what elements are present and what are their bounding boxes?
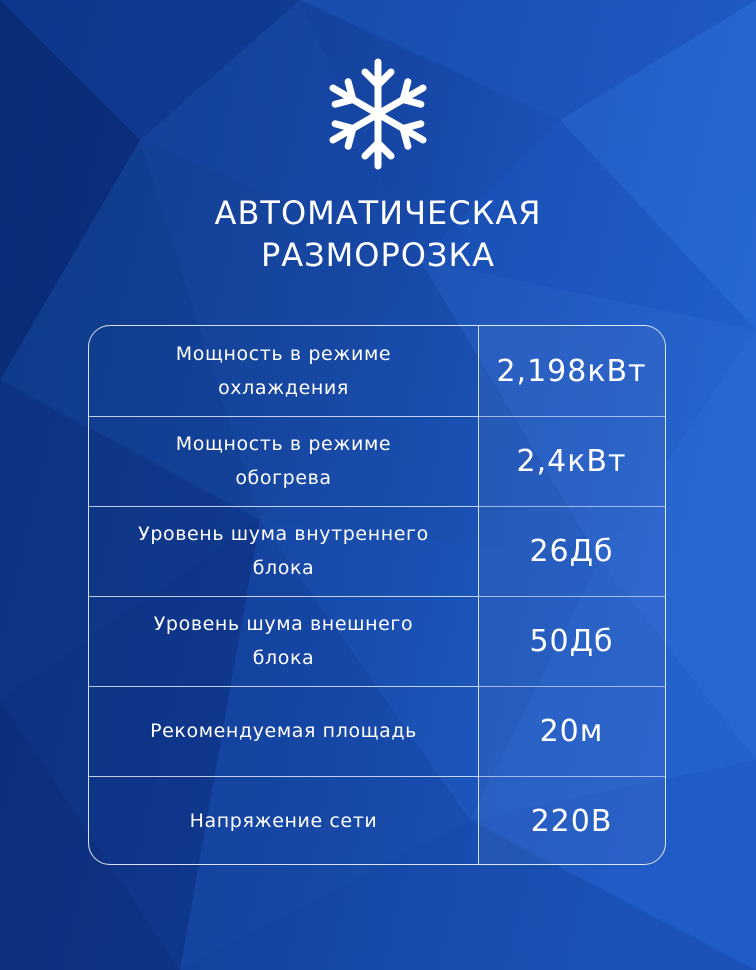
spec-label: Мощность в режиме обогрева bbox=[175, 433, 392, 489]
title-line-1: АВТОМАТИЧЕСКАЯ bbox=[214, 194, 542, 232]
spec-label: Мощность в режиме охлаждения bbox=[175, 343, 392, 399]
spec-row-voltage bbox=[89, 776, 665, 865]
spec-label: Рекомендуемая площадь bbox=[150, 720, 417, 742]
spec-label: Напряжение сети bbox=[189, 810, 378, 832]
spec-value: 50Дб bbox=[478, 596, 665, 686]
spec-row-recommended-area bbox=[89, 686, 665, 777]
page-title bbox=[0, 192, 756, 276]
spec-row-outdoor-noise bbox=[89, 596, 665, 687]
snowflake-icon bbox=[318, 58, 438, 170]
spec-value: 2,198кВт bbox=[478, 326, 665, 416]
spec-row-heating-power bbox=[89, 416, 665, 507]
spec-value: 20м bbox=[478, 686, 665, 776]
spec-label: Уровень шума внутреннего блока bbox=[138, 523, 429, 579]
spec-value: 220В bbox=[478, 776, 665, 865]
spec-row-indoor-noise bbox=[89, 506, 665, 597]
spec-value: 2,4кВт bbox=[478, 416, 665, 506]
spec-value: 26Дб bbox=[478, 506, 665, 596]
specs-table bbox=[88, 325, 666, 865]
column-divider bbox=[478, 326, 479, 864]
spec-label: Уровень шума внешнего блока bbox=[153, 613, 414, 669]
title-line-2: РАЗМОРОЗКА bbox=[260, 236, 496, 274]
spec-row-cooling-power bbox=[89, 326, 665, 417]
